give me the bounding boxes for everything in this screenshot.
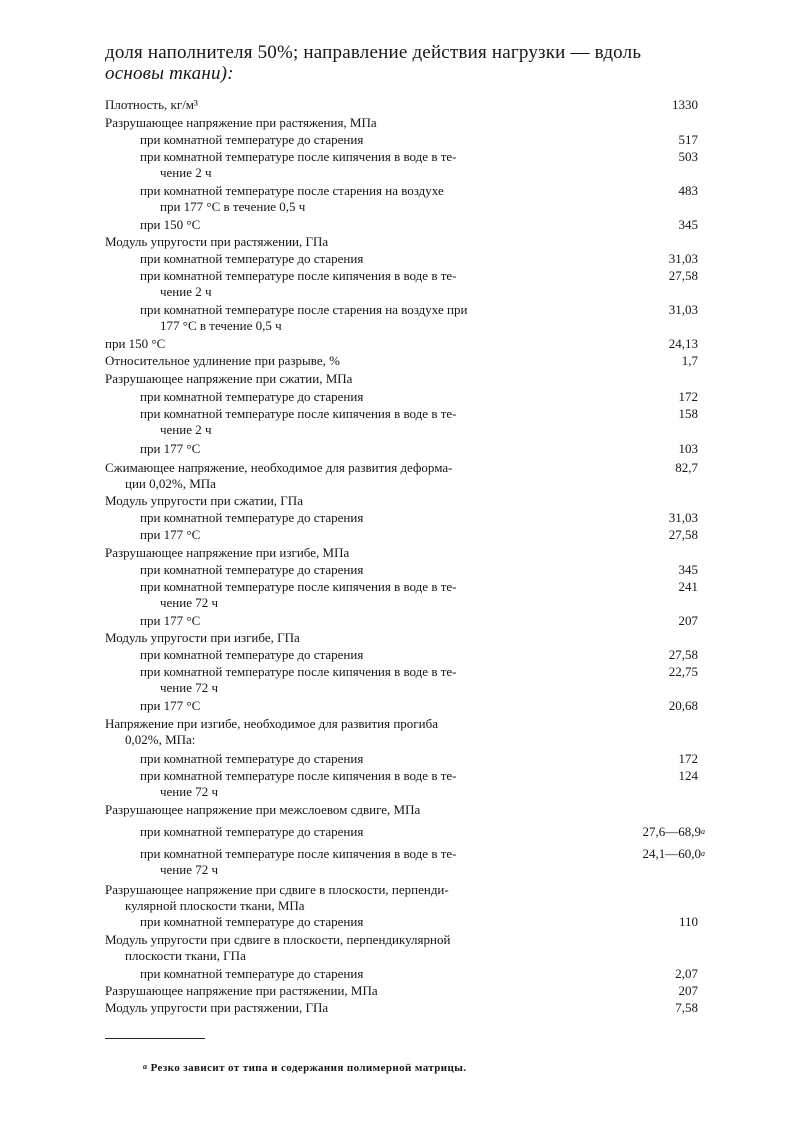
property-label <box>105 371 625 387</box>
property-value <box>679 183 699 199</box>
footnote-mark: а <box>143 1062 148 1071</box>
property-value-text: 82,7 <box>675 460 698 475</box>
property-label-line: при комнатной температуре до старения <box>140 647 364 662</box>
property-label <box>140 647 660 663</box>
property-label-line: Разрушающее напряжение при изгибе, МПа <box>105 545 350 560</box>
property-label-line: при комнатной температуре до старения <box>140 562 364 577</box>
property-value-text: 1,7 <box>681 353 698 368</box>
property-value-text: 483 <box>678 183 698 198</box>
property-value-text: 22,75 <box>668 664 698 679</box>
property-label <box>140 217 660 233</box>
property-value <box>679 132 699 148</box>
property-label-line: чение 72 ч <box>160 595 219 610</box>
property-value-text: 345 <box>678 217 698 232</box>
property-label <box>105 493 625 509</box>
property-label-line: при комнатной температуре до старения <box>140 389 364 404</box>
property-label <box>140 441 660 457</box>
property-label-line: при комнатной температуре до старения <box>140 132 364 147</box>
intro-line-2: основы ткани): <box>105 63 234 84</box>
footnote-reference: а <box>701 827 705 836</box>
property-value <box>669 251 698 267</box>
property-label-line: при комнатной температуре после кипячения в воде в те- <box>140 579 457 594</box>
property-label-line: при комнатной температуре до старения <box>140 966 364 981</box>
property-label-line: Плотность, кг/м³ <box>105 97 198 112</box>
property-value <box>672 97 698 113</box>
property-value-text: 31,03 <box>668 251 698 266</box>
footnote-text: Резко зависит от типа и содержания полимерной матрицы. <box>150 1062 467 1074</box>
property-label-line: чение 2 ч <box>160 422 212 437</box>
property-label <box>140 914 660 930</box>
footnote <box>143 1062 466 1074</box>
property-label <box>105 882 625 914</box>
property-label-line: при комнатной температуре до старения <box>140 914 364 929</box>
property-label-line: чение 72 ч <box>160 784 219 799</box>
property-label-line: 0,02%, МПа: <box>125 732 196 747</box>
property-label-line: при комнатной температуре до старения <box>140 251 364 266</box>
property-value <box>682 353 698 369</box>
property-label <box>105 545 625 561</box>
property-label <box>140 302 660 334</box>
property-label-line: Модуль упругости при растяжении, ГПа <box>105 1000 329 1015</box>
property-label <box>105 353 625 369</box>
property-value <box>669 336 698 352</box>
property-value-text: 172 <box>678 751 698 766</box>
property-value-text: 241 <box>678 579 698 594</box>
property-label <box>140 768 660 800</box>
property-label <box>105 336 625 352</box>
property-label-line: чение 2 ч <box>160 284 212 299</box>
property-value <box>669 510 698 526</box>
property-value-text: 503 <box>678 149 698 164</box>
property-value <box>679 613 699 629</box>
footnote-rule <box>105 1038 205 1039</box>
property-value-text: 27,6—68,9 <box>642 824 701 839</box>
property-value <box>643 846 706 862</box>
property-value-text: 27,58 <box>668 268 698 283</box>
property-value <box>669 647 698 663</box>
property-label <box>140 579 660 611</box>
property-label <box>105 97 625 113</box>
property-label-line: чение 72 ч <box>160 862 219 877</box>
property-label <box>140 251 660 267</box>
property-label <box>140 527 660 543</box>
property-value-text: 517 <box>678 132 698 147</box>
property-label-line: при 177 °С <box>140 698 201 713</box>
property-value-text: 20,68 <box>668 698 698 713</box>
property-value <box>669 268 698 284</box>
property-value-text: 103 <box>678 441 698 456</box>
property-label <box>105 983 625 999</box>
property-label-line: при 177 °С <box>140 527 201 542</box>
property-label-line: при комнатной температуре после кипячения в воде в те- <box>140 268 457 283</box>
property-value-text: 24,13 <box>668 336 698 351</box>
intro-text <box>105 42 765 84</box>
property-value-text: 27,58 <box>668 527 698 542</box>
property-label <box>140 824 660 840</box>
property-label-line: Модуль упругости при сжатии, ГПа <box>105 493 303 508</box>
property-label <box>105 460 625 492</box>
intro-line-1: доля наполнителя 50%; направление действия нагрузки — вдоль <box>105 42 642 63</box>
property-label-line: ции 0,02%, МПа <box>125 476 216 491</box>
property-value <box>675 1000 698 1016</box>
property-label <box>140 613 660 629</box>
property-label <box>140 389 660 405</box>
property-value <box>679 441 699 457</box>
property-value <box>669 527 698 543</box>
property-value <box>679 914 698 930</box>
property-label-line: плоскости ткани, ГПа <box>125 948 246 963</box>
property-value-text: 31,03 <box>668 302 698 317</box>
property-label-line: при 150 °С <box>140 217 201 232</box>
property-label-line: при 177 °С в течение 0,5 ч <box>160 199 306 214</box>
property-label <box>140 510 660 526</box>
property-value-text: 158 <box>678 406 698 421</box>
property-value <box>679 217 699 233</box>
property-label-line: Разрушающее напряжение при растяжении, МПа <box>105 983 378 998</box>
property-label-line: при комнатной температуре после старения на воздухе <box>140 183 444 198</box>
property-value <box>675 460 698 476</box>
property-label <box>105 932 625 964</box>
property-label-line: при 150 °С <box>105 336 166 351</box>
property-label-line: Разрушающее напряжение при растяжения, МПа <box>105 115 377 130</box>
property-label-line: при комнатной температуре после кипячения в воде в те- <box>140 768 457 783</box>
property-label-line: Разрушающее напряжение при сдвиге в плоскости, перпенди- <box>105 882 449 897</box>
property-label-line: 177 °С в течение 0,5 ч <box>160 318 282 333</box>
property-label <box>105 115 625 131</box>
property-label <box>140 966 660 982</box>
property-label-line: при 177 °С <box>140 613 201 628</box>
property-value <box>669 664 698 680</box>
property-value <box>679 983 699 999</box>
property-label <box>105 716 625 748</box>
property-label <box>140 846 660 878</box>
property-value <box>643 824 706 840</box>
property-label <box>140 698 660 714</box>
property-label <box>140 268 660 300</box>
property-value-text: 172 <box>678 389 698 404</box>
property-label-line: при 177 °С <box>140 441 201 456</box>
property-label-line: при комнатной температуре после кипячения в воде в те- <box>140 406 457 421</box>
property-label-line: Относительное удлинение при разрыве, % <box>105 353 340 368</box>
property-label-line: при комнатной температуре до старения <box>140 751 364 766</box>
property-label-line: при комнатной температуре до старения <box>140 824 364 839</box>
property-label-line: при комнатной температуре после старения на воздухе при <box>140 302 468 317</box>
property-label-line: кулярной плоскости ткани, МПа <box>125 898 305 913</box>
property-label-line: Разрушающее напряжение при сжатии, МПа <box>105 371 353 386</box>
property-label-line: Модуль упругости при сдвиге в плоскости, перпендикулярной <box>105 932 451 947</box>
footnote-reference: а <box>701 849 705 858</box>
property-label-line: при комнатной температуре после кипячения в воде в те- <box>140 149 457 164</box>
property-value <box>669 698 698 714</box>
property-label <box>140 406 660 438</box>
property-label <box>105 1000 625 1016</box>
property-value-text: 345 <box>678 562 698 577</box>
property-label <box>140 149 660 181</box>
property-label <box>140 664 660 696</box>
property-label-line: Модуль упругости при растяжении, ГПа <box>105 234 329 249</box>
property-value-text: 24,1—60,0 <box>642 846 701 861</box>
property-label-line: чение 72 ч <box>160 680 219 695</box>
property-value <box>679 768 699 784</box>
property-value <box>669 302 698 318</box>
property-label <box>105 802 625 818</box>
property-label-line: Сжимающее напряжение, необходимое для развития деформа- <box>105 460 453 475</box>
property-label-line: при комнатной температуре после кипячения в воде в те- <box>140 664 457 679</box>
property-value <box>679 751 699 767</box>
property-value-text: 124 <box>678 768 698 783</box>
property-value <box>675 966 698 982</box>
property-value-text: 207 <box>678 983 698 998</box>
property-value-text: 31,03 <box>668 510 698 525</box>
property-value <box>679 579 699 595</box>
property-value <box>679 149 699 165</box>
property-label-line: Напряжение при изгибе, необходимое для развития прогиба <box>105 716 438 731</box>
property-value-text: 27,58 <box>668 647 698 662</box>
property-label-line: чение 2 ч <box>160 165 212 180</box>
property-value-text: 2,07 <box>675 966 698 981</box>
property-value-text: 207 <box>678 613 698 628</box>
property-label-line: Разрушающее напряжение при межслоевом сдвиге, МПа <box>105 802 421 817</box>
property-value <box>679 389 699 405</box>
property-label-line: при комнатной температуре до старения <box>140 510 364 525</box>
property-value <box>679 562 699 578</box>
property-value-text: 1330 <box>672 97 698 112</box>
property-label-line: Модуль упругости при изгибе, ГПа <box>105 630 300 645</box>
property-value-text: 7,58 <box>675 1000 698 1015</box>
property-label <box>105 630 625 646</box>
property-label-line: при комнатной температуре после кипячения в воде в те- <box>140 846 457 861</box>
property-label <box>140 562 660 578</box>
property-value <box>679 406 699 422</box>
property-label <box>140 751 660 767</box>
property-label <box>105 234 625 250</box>
property-label <box>140 132 660 148</box>
property-value-text: 110 <box>678 914 698 929</box>
property-label <box>140 183 660 215</box>
